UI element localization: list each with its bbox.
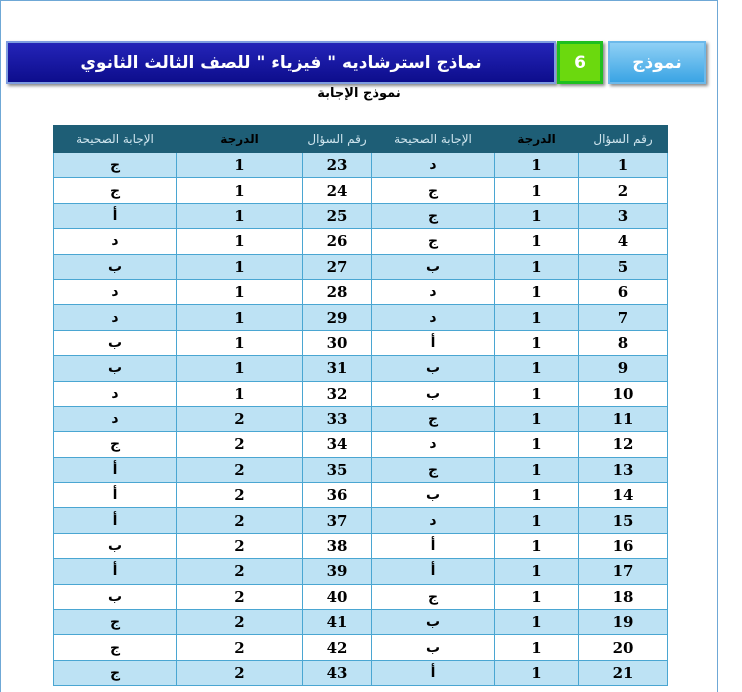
grade-cell: 2 <box>177 508 303 533</box>
correct-answer-cell: ج <box>372 406 495 431</box>
correct-answer-cell: ج <box>372 178 495 203</box>
question-number-cell: 43 <box>303 660 372 685</box>
table-row <box>54 381 668 406</box>
model-button[interactable] <box>608 41 706 84</box>
question-number-cell: 40 <box>303 584 372 609</box>
question-number-cell: 9 <box>579 356 668 381</box>
grade-cell: 1 <box>495 508 579 533</box>
grade-cell: 1 <box>177 330 303 355</box>
question-number-cell: 10 <box>579 381 668 406</box>
grade-cell: 1 <box>177 305 303 330</box>
question-number-cell: 38 <box>303 533 372 558</box>
grade-cell: 1 <box>495 279 579 304</box>
correct-answer-cell: أ <box>54 483 177 508</box>
grade-cell: 1 <box>177 381 303 406</box>
grade-cell: 1 <box>177 153 303 178</box>
model-button-label: نموذج <box>632 52 682 73</box>
grade-cell: 1 <box>177 254 303 279</box>
question-number-cell: 28 <box>303 279 372 304</box>
table-row <box>54 483 668 508</box>
table-row <box>54 330 668 355</box>
table-row <box>54 533 668 558</box>
table-row <box>54 610 668 635</box>
grade-cell: 2 <box>177 457 303 482</box>
correct-answer-cell: أ <box>372 660 495 685</box>
correct-answer-cell: د <box>372 508 495 533</box>
table-row <box>54 356 668 381</box>
correct-answer-cell: ب <box>54 330 177 355</box>
correct-answer-cell: أ <box>54 203 177 228</box>
grade-cell: 1 <box>495 406 579 431</box>
question-number-cell: 27 <box>303 254 372 279</box>
table-row <box>54 305 668 330</box>
question-number-cell: 26 <box>303 229 372 254</box>
correct-answer-cell: أ <box>54 457 177 482</box>
grade-cell: 1 <box>177 229 303 254</box>
correct-answer-cell: د <box>372 279 495 304</box>
correct-answer-cell: ج <box>372 203 495 228</box>
correct-answer-cell: ب <box>372 610 495 635</box>
question-number-cell: 8 <box>579 330 668 355</box>
question-number-cell: 24 <box>303 178 372 203</box>
grade-cell: 1 <box>177 356 303 381</box>
question-number-cell: 20 <box>579 635 668 660</box>
question-number-cell: 12 <box>579 432 668 457</box>
question-number-cell: 5 <box>579 254 668 279</box>
question-number-cell: 14 <box>579 483 668 508</box>
table-row <box>54 178 668 203</box>
correct-answer-cell: د <box>54 381 177 406</box>
grade-cell: 2 <box>177 432 303 457</box>
correct-answer-cell: ب <box>54 254 177 279</box>
question-number-cell: 7 <box>579 305 668 330</box>
header-grade: الدرجة <box>177 126 303 153</box>
correct-answer-cell: ب <box>372 356 495 381</box>
question-number-cell: 18 <box>579 584 668 609</box>
table-row <box>54 559 668 584</box>
table-row <box>54 508 668 533</box>
correct-answer-cell: ب <box>54 584 177 609</box>
grade-cell: 2 <box>177 635 303 660</box>
answer-table <box>53 125 668 686</box>
header-correct-answer: الإجابة الصحيحة <box>54 126 177 153</box>
header-question-number: رقم السؤال <box>303 126 372 153</box>
header-question-number: رقم السؤال <box>579 126 668 153</box>
table-row <box>54 660 668 685</box>
question-number-cell: 37 <box>303 508 372 533</box>
grade-cell: 1 <box>495 356 579 381</box>
header-correct-answer: الإجابة الصحيحة <box>372 126 495 153</box>
table-row <box>54 203 668 228</box>
question-number-cell: 30 <box>303 330 372 355</box>
question-number-cell: 31 <box>303 356 372 381</box>
table-row <box>54 153 668 178</box>
grade-cell: 1 <box>495 203 579 228</box>
question-number-cell: 23 <box>303 153 372 178</box>
grade-cell: 1 <box>177 178 303 203</box>
table-header-row <box>54 126 668 153</box>
question-number-cell: 13 <box>579 457 668 482</box>
table-row <box>54 457 668 482</box>
grade-cell: 2 <box>177 406 303 431</box>
correct-answer-cell: ج <box>54 660 177 685</box>
question-number-cell: 42 <box>303 635 372 660</box>
table-row <box>54 279 668 304</box>
correct-answer-cell: د <box>372 153 495 178</box>
correct-answer-cell: أ <box>54 508 177 533</box>
grade-cell: 2 <box>177 660 303 685</box>
model-number-badge <box>557 41 603 84</box>
grade-cell: 1 <box>177 279 303 304</box>
question-number-cell: 25 <box>303 203 372 228</box>
correct-answer-cell: ج <box>54 153 177 178</box>
page-title: نماذج استرشاديه " فيزياء " للصف الثالث الثانوي <box>80 52 482 73</box>
question-number-cell: 17 <box>579 559 668 584</box>
table-row <box>54 584 668 609</box>
grade-cell: 1 <box>495 330 579 355</box>
grade-cell: 2 <box>177 533 303 558</box>
grade-cell: 1 <box>495 153 579 178</box>
grade-cell: 2 <box>177 483 303 508</box>
question-number-cell: 1 <box>579 153 668 178</box>
question-number-cell: 21 <box>579 660 668 685</box>
grade-cell: 1 <box>495 432 579 457</box>
question-number-cell: 33 <box>303 406 372 431</box>
grade-cell: 1 <box>495 660 579 685</box>
correct-answer-cell: ج <box>372 457 495 482</box>
header-grade: الدرجة <box>495 126 579 153</box>
grade-cell: 1 <box>495 559 579 584</box>
correct-answer-cell: د <box>54 406 177 431</box>
grade-cell: 1 <box>495 254 579 279</box>
question-number-cell: 19 <box>579 610 668 635</box>
correct-answer-cell: ج <box>372 229 495 254</box>
question-number-cell: 2 <box>579 178 668 203</box>
grade-cell: 1 <box>495 610 579 635</box>
question-number-cell: 3 <box>579 203 668 228</box>
question-number-cell: 11 <box>579 406 668 431</box>
question-number-cell: 32 <box>303 381 372 406</box>
correct-answer-cell: ب <box>372 635 495 660</box>
table-row <box>54 635 668 660</box>
question-number-cell: 39 <box>303 559 372 584</box>
correct-answer-cell: ب <box>54 356 177 381</box>
title-banner <box>6 41 556 84</box>
question-number-cell: 41 <box>303 610 372 635</box>
table-row <box>54 254 668 279</box>
correct-answer-cell: أ <box>372 533 495 558</box>
question-number-cell: 34 <box>303 432 372 457</box>
question-number-cell: 16 <box>579 533 668 558</box>
grade-cell: 1 <box>177 203 303 228</box>
grade-cell: 1 <box>495 229 579 254</box>
grade-cell: 1 <box>495 584 579 609</box>
question-number-cell: 36 <box>303 483 372 508</box>
correct-answer-cell: ب <box>372 381 495 406</box>
table-row <box>54 406 668 431</box>
grade-cell: 1 <box>495 483 579 508</box>
correct-answer-cell: د <box>372 305 495 330</box>
answer-model-subtitle: نموذج الإجابة <box>317 86 401 101</box>
grade-cell: 1 <box>495 635 579 660</box>
question-number-cell: 35 <box>303 457 372 482</box>
grade-cell: 1 <box>495 381 579 406</box>
table-row <box>54 229 668 254</box>
correct-answer-cell: ج <box>54 178 177 203</box>
model-number: 6 <box>574 52 586 73</box>
correct-answer-cell: د <box>54 305 177 330</box>
question-number-cell: 4 <box>579 229 668 254</box>
grade-cell: 2 <box>177 559 303 584</box>
correct-answer-cell: د <box>54 279 177 304</box>
grade-cell: 2 <box>177 584 303 609</box>
correct-answer-cell: أ <box>372 559 495 584</box>
correct-answer-cell: أ <box>54 559 177 584</box>
grade-cell: 2 <box>177 610 303 635</box>
grade-cell: 1 <box>495 178 579 203</box>
correct-answer-cell: ج <box>54 635 177 660</box>
correct-answer-cell: ج <box>54 610 177 635</box>
correct-answer-cell: د <box>54 229 177 254</box>
correct-answer-cell: د <box>372 432 495 457</box>
grade-cell: 1 <box>495 305 579 330</box>
grade-cell: 1 <box>495 457 579 482</box>
question-number-cell: 29 <box>303 305 372 330</box>
correct-answer-cell: ج <box>372 584 495 609</box>
table-body <box>54 153 668 686</box>
correct-answer-cell: ب <box>54 533 177 558</box>
correct-answer-cell: ج <box>54 432 177 457</box>
correct-answer-cell: أ <box>372 330 495 355</box>
question-number-cell: 6 <box>579 279 668 304</box>
table-row <box>54 432 668 457</box>
question-number-cell: 15 <box>579 508 668 533</box>
correct-answer-cell: ب <box>372 254 495 279</box>
grade-cell: 1 <box>495 533 579 558</box>
correct-answer-cell: ب <box>372 483 495 508</box>
